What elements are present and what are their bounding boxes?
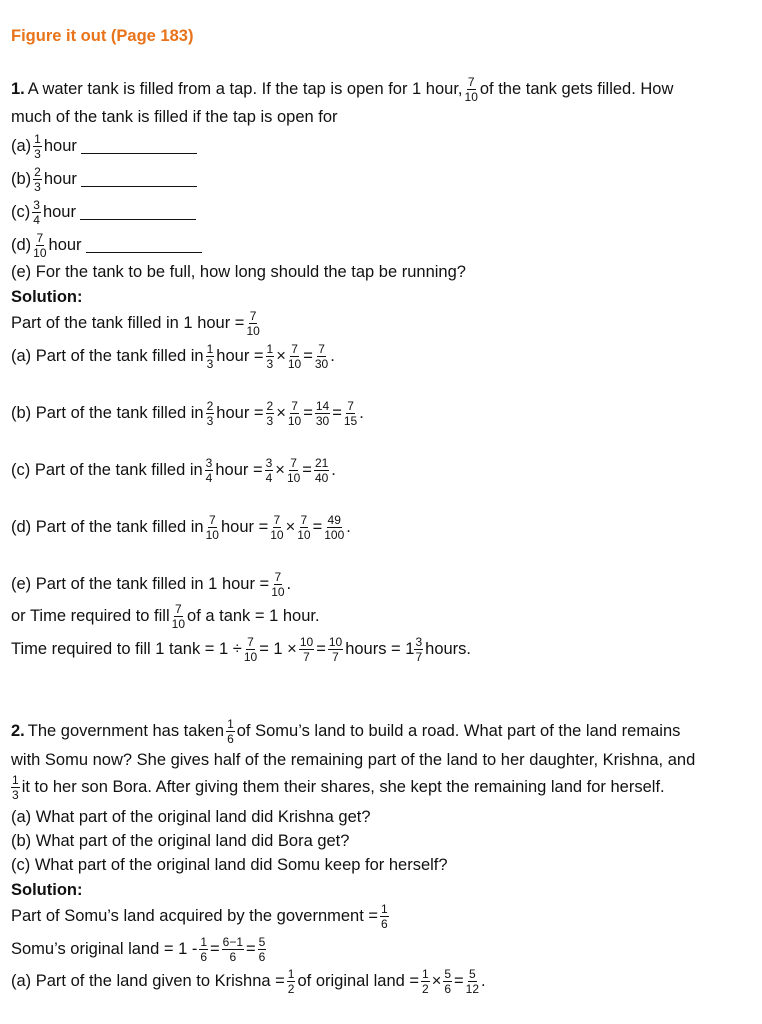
fraction [258,936,267,963]
text-segment: (e) For the tank to be full, how long should the tap be running? [11,263,466,281]
fraction-denominator: 3 [206,357,214,371]
text-segment: of Somu’s land to build a road. What part of the land remains [236,722,681,740]
fraction [33,166,42,193]
fraction-numerator: 10 [328,635,343,649]
q2-line-3 [11,774,665,801]
text-segment: hour [42,203,76,221]
fraction-denominator: 10 [205,528,219,542]
q2-question-a [11,808,371,827]
text-segment: (e) Part of the tank filled in 1 hour = [11,575,270,593]
fraction [288,343,301,370]
fraction-numerator: 7 [467,75,475,89]
fraction-denominator: 10 [271,585,285,599]
fraction-denominator: 10 [243,650,258,664]
text-segment: (a) [11,137,32,155]
q1-solution-label [11,288,82,307]
fraction [11,774,20,801]
text-segment: it to her son Bora. After giving them their shares, she kept the remaining land for herself. [21,778,665,796]
text-segment: × [285,518,296,536]
fraction [246,310,259,337]
text-segment: = [302,461,312,479]
page-heading: Figure it out (Page 183) [11,27,194,45]
fraction-denominator: 3 [206,414,214,428]
answer-blank [81,139,197,154]
fraction-denominator: 30 [314,357,329,371]
fraction-numerator: 7 [249,309,257,323]
text-segment: Solution: [11,881,83,899]
fraction-denominator: 3 [266,414,274,428]
q2-question-c [11,856,448,875]
text-segment: hour [48,236,82,254]
fraction-denominator: 10 [286,471,301,485]
fraction-numerator: 7 [290,456,297,470]
fraction [314,457,329,484]
fraction-numerator: 3 [33,198,40,212]
fraction [315,343,328,370]
fraction-numerator: 7 [291,342,298,356]
text-segment: . [286,575,292,593]
fraction-numerator: 6−1 [222,935,244,949]
fraction-numerator: 7 [300,513,308,527]
fraction-numerator: 7 [208,513,216,527]
q1-line-2 [11,108,338,127]
fraction-numerator: 7 [247,635,254,649]
fraction-denominator: 6 [258,950,266,964]
q2-sol-line-1 [11,903,391,930]
fraction-denominator: 7 [332,650,339,664]
fraction [271,571,284,598]
q1-number: 1. [11,80,25,98]
fraction-denominator: 7 [303,650,310,664]
fraction-numerator: 21 [314,456,329,470]
fraction-denominator: 3 [34,180,41,194]
fraction-numerator: 7 [273,513,281,527]
text-segment: (b) Part of the tank filled in [11,404,204,422]
q1-sol-line-d [11,514,351,541]
text-segment: hours = 1 [345,640,415,658]
text-segment: = [303,347,313,365]
q1-text-1b: of the tank gets filled. How [479,80,674,98]
fraction [380,903,389,930]
fraction-denominator: 3 [34,147,41,161]
text-segment: × [275,461,285,479]
fraction [172,603,185,630]
fraction [324,514,344,541]
fraction-denominator: 4 [265,471,273,485]
fraction [206,514,219,541]
answer-blank [81,172,197,187]
fraction-numerator: 5 [444,967,452,981]
fraction-denominator: 6 [200,950,208,964]
fraction-numerator: 7 [174,602,182,616]
text-segment: Part of Somu’s land acquired by the government = [11,907,379,925]
fraction-numerator: 5 [469,967,476,981]
fraction-numerator: 3 [265,456,273,470]
q1-sol-line-c [11,457,336,484]
q1-text-1a: A water tank is filled from a tap. If the tap is open for 1 hour, [27,80,463,98]
fraction-numerator: 7 [347,399,354,413]
fraction-denominator: 2 [422,982,429,996]
q1-sol-line-or [11,603,320,630]
answer-blank [80,205,196,220]
fraction-numerator: 1 [34,132,41,146]
q1-sol-line-a [11,343,335,370]
text-segment: = [303,404,313,422]
q1-option-e [11,263,466,282]
q2-line-1 [11,718,680,745]
q1-line-1 [11,76,673,103]
fraction-denominator: 12 [465,982,480,996]
fraction-denominator: 10 [297,528,311,542]
fraction-numerator: 5 [258,935,266,949]
fraction-numerator: 1 [266,342,274,356]
text-segment: Somu’s original land = 1 - [11,940,198,958]
text-segment: hour [43,137,77,155]
fraction-denominator: 4 [205,471,213,485]
text-segment: . [359,404,364,422]
fraction-denominator: 6 [444,982,452,996]
text-segment: × [431,972,442,990]
fraction [222,936,244,963]
fraction-numerator: 14 [315,399,330,413]
q1-sol-line-0 [11,310,262,337]
text-segment: (c) What part of the original land did Somu keep for herself? [11,856,448,874]
text-segment: or Time required to fill [11,607,170,625]
q1-sol-line-b [11,400,364,427]
text-segment: hours. [425,640,471,658]
fraction-denominator: 15 [343,414,358,428]
fraction [466,968,479,995]
fraction-numerator: 1 [206,342,214,356]
fraction-denominator: 3 [12,788,19,802]
fraction-denominator: 4 [33,213,40,227]
text-segment: = [316,640,326,658]
fraction [266,400,275,427]
text-segment: (d) Part of the tank filled in [11,518,204,536]
fraction [205,457,214,484]
text-segment: Part of the tank filled in 1 hour = [11,314,245,332]
text-segment: (a) What part of the original land did Krishna get? [11,808,371,826]
text-segment: = [210,940,220,958]
fraction-numerator: 1 [227,717,234,731]
text-segment: of original land = [297,972,420,990]
fraction [297,514,310,541]
fraction [288,400,301,427]
text-segment: of a tank = 1 hour. [187,607,320,625]
fraction [33,133,42,160]
fraction [414,636,423,663]
text-segment: = [332,404,342,422]
fraction-denominator: 6 [229,950,237,964]
q2-question-b [11,832,349,851]
fraction-denominator: 10 [246,324,260,338]
answer-blank [86,238,202,253]
fraction [206,343,215,370]
fraction [32,199,41,226]
text-segment: (c) [11,203,31,221]
fraction-denominator: 40 [314,471,329,485]
q1-option-b [11,166,197,193]
fraction-numerator: 2 [34,165,41,179]
fraction-numerator: 7 [36,231,44,245]
fraction-numerator: 1 [422,967,429,981]
fraction-denominator: 10 [171,617,186,631]
text-segment: × [276,404,286,422]
fraction [206,400,215,427]
fraction-denominator: 10 [33,246,47,260]
q1-sol-line-e [11,571,291,598]
fraction [199,936,208,963]
fraction-denominator: 10 [287,414,302,428]
fraction [270,514,283,541]
fraction-numerator: 10 [299,635,314,649]
fraction [315,400,330,427]
q1-option-c [11,199,196,226]
fraction-numerator: 7 [274,570,282,584]
fraction [266,343,275,370]
text-segment: (a) Part of the land given to Krishna = [11,972,285,990]
fraction [299,636,314,663]
text-segment: hour = [220,518,269,536]
fraction-denominator: 10 [270,528,284,542]
text-segment: . [346,518,351,536]
fraction-numerator: 1 [287,967,295,981]
q2-sol-line-2 [11,936,268,963]
fraction [33,232,46,259]
text-segment: . [331,461,336,479]
text-segment: = 1 × [259,640,297,658]
text-segment: (b) [11,170,32,188]
q2-number: 2. [11,722,25,740]
q1-option-a [11,133,197,160]
text-segment: Time required to fill 1 tank = 1 ÷ [11,640,242,658]
fraction [226,718,235,745]
text-segment: (c) Part of the tank filled in [11,461,203,479]
fraction [265,457,274,484]
text-segment: hour = [216,404,264,422]
fraction-numerator: 3 [415,635,423,649]
text-segment: (d) [11,236,32,254]
text-segment: = [246,940,256,958]
text-segment: hour = [215,461,263,479]
text-segment: = [312,518,323,536]
fraction-numerator: 1 [200,935,208,949]
q2-sol-line-3 [11,968,486,995]
q2-solution-label [11,881,82,900]
fraction-denominator: 30 [315,414,330,428]
q1-sol-line-time [11,636,471,663]
fraction-denominator: 10 [287,357,302,371]
fraction-denominator: 6 [381,917,388,931]
fraction [344,400,357,427]
fraction-numerator: 3 [205,456,213,470]
fraction [421,968,430,995]
fraction-numerator: 7 [291,399,298,413]
fraction-denominator: 100 [324,528,345,542]
fraction-denominator: 6 [227,732,234,746]
fraction [287,968,296,995]
q1-option-d [11,232,202,259]
text-segment: = [454,972,464,990]
text-segment: . [330,347,335,365]
fraction-denominator: 3 [266,357,274,371]
text-segment: with Somu now? She gives half of the remaining part of the land to her daughter, Krishna, and [11,751,696,769]
fraction-denominator: 2 [287,982,295,996]
q2-line-2 [11,751,695,770]
fraction-numerator: 2 [266,399,274,413]
fraction-denominator: 7 [415,650,423,664]
text-segment: (a) Part of the tank filled in [11,347,204,365]
fraction [443,968,452,995]
fraction-numerator: 2 [206,399,214,413]
q1-text-2: much of the tank is filled if the tap is open for [11,108,338,126]
text-segment: Solution: [11,288,83,306]
fraction-7-10 [465,76,478,103]
fraction-numerator: 49 [327,513,341,527]
text-segment: hour [43,170,77,188]
text-segment: hour = [216,347,264,365]
fraction-numerator: 1 [381,902,388,916]
fraction-denominator: 10 [464,90,478,104]
text-segment: (b) What part of the original land did Bora get? [11,832,350,850]
text-segment: The government has taken [27,722,225,740]
fraction [244,636,257,663]
fraction-numerator: 7 [318,342,325,356]
fraction-numerator: 1 [12,773,19,787]
text-segment: . [481,972,486,990]
fraction [328,636,343,663]
text-segment: × [276,347,286,365]
fraction [287,457,300,484]
